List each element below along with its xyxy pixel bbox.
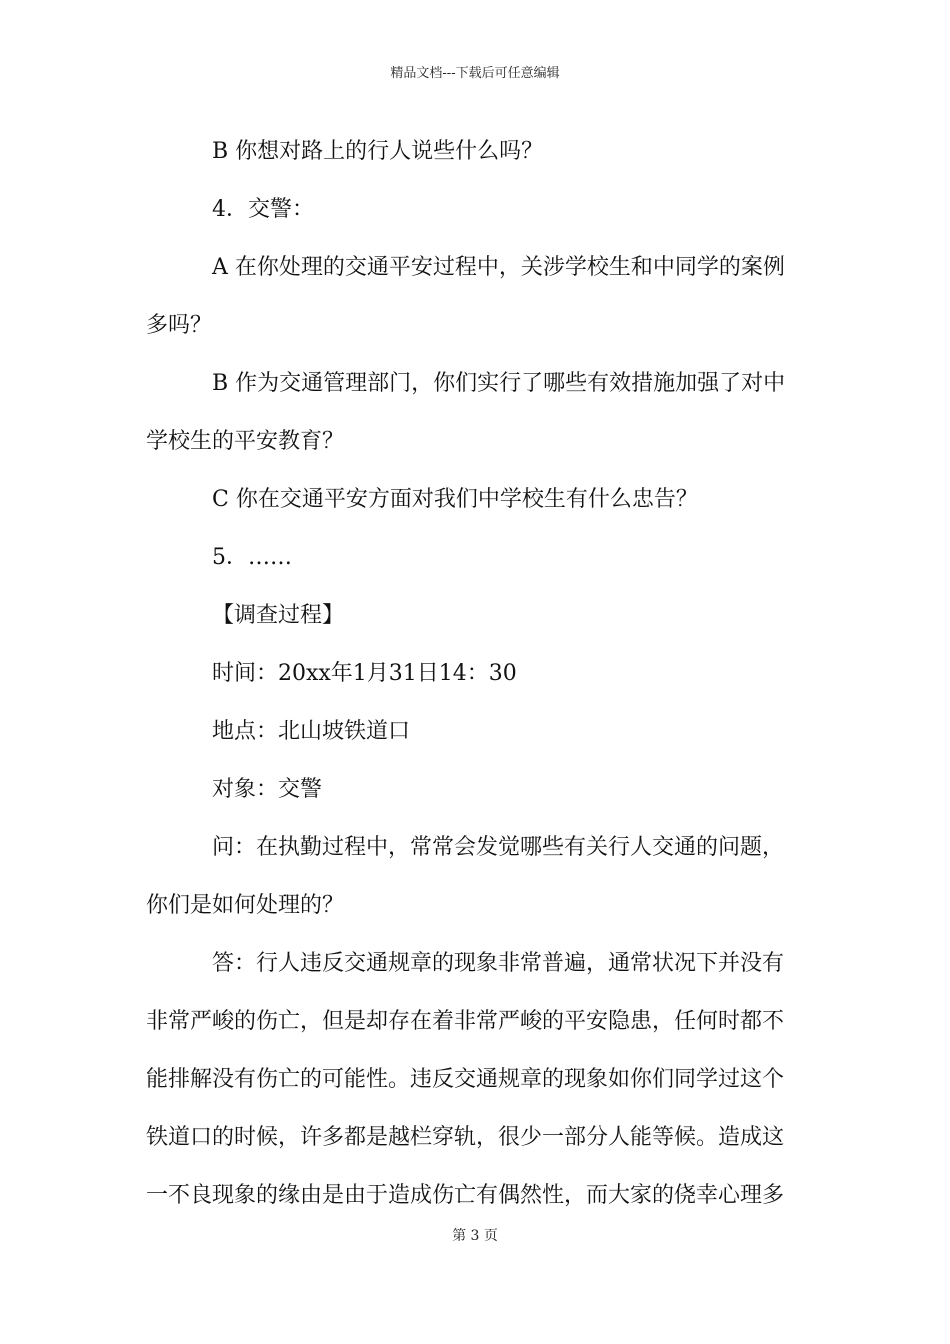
paragraph-line: C 你在交通平安方面对我们中学校生有什么忠告？ xyxy=(212,487,698,512)
paragraph-line: 对象：交警 xyxy=(212,777,323,802)
paragraph-line: 时间：20xx年1月31日14：30 xyxy=(212,661,517,686)
page-number: 第 3 页 xyxy=(452,1228,498,1244)
paragraph-line: 非常严峻的伤亡，但是却存在着非常严峻的平安隐患，任何时都不 xyxy=(146,1009,785,1034)
document-body xyxy=(146,130,810,1232)
section-heading: 【调查过程】 xyxy=(212,603,345,628)
paragraph-line: 铁道口的时候，许多都是越栏穿轨，很少一部分人能等候。造成这 xyxy=(146,1125,785,1150)
paragraph-line: 一不良现象的缘由是由于造成伤亡有偶然性，而大家的侥幸心理多 xyxy=(146,1183,785,1208)
paragraph-line: 你们是如何处理的？ xyxy=(146,893,345,918)
paragraph-line: 答：行人违反交通规章的现象非常普遍，通常状况下并没有 xyxy=(212,951,785,976)
paragraph-line: A 在你处理的交通平安过程中，关涉学校生和中同学的案例 xyxy=(212,255,785,280)
paragraph-line: 能排解没有伤亡的可能性。违反交通规章的现象如你们同学过这个 xyxy=(146,1067,785,1092)
paragraph-line: 5．…… xyxy=(212,545,292,570)
paragraph-line: B 作为交通管理部门，你们实行了哪些有效措施加强了对中 xyxy=(212,371,786,396)
paragraph-line: 4．交警： xyxy=(212,197,314,222)
page-header: 精品文档---下载后可任意编辑 xyxy=(390,66,560,81)
paragraph-line: 问：在执勤过程中，常常会发觉哪些有关行人交通的问题， xyxy=(212,835,785,860)
paragraph-line: 多吗？ xyxy=(146,313,213,338)
paragraph-line: 地点：北山坡铁道口 xyxy=(212,719,411,744)
paragraph-line: 学校生的平安教育？ xyxy=(146,429,345,454)
paragraph-line: B 你想对路上的行人说些什么吗？ xyxy=(212,139,544,164)
